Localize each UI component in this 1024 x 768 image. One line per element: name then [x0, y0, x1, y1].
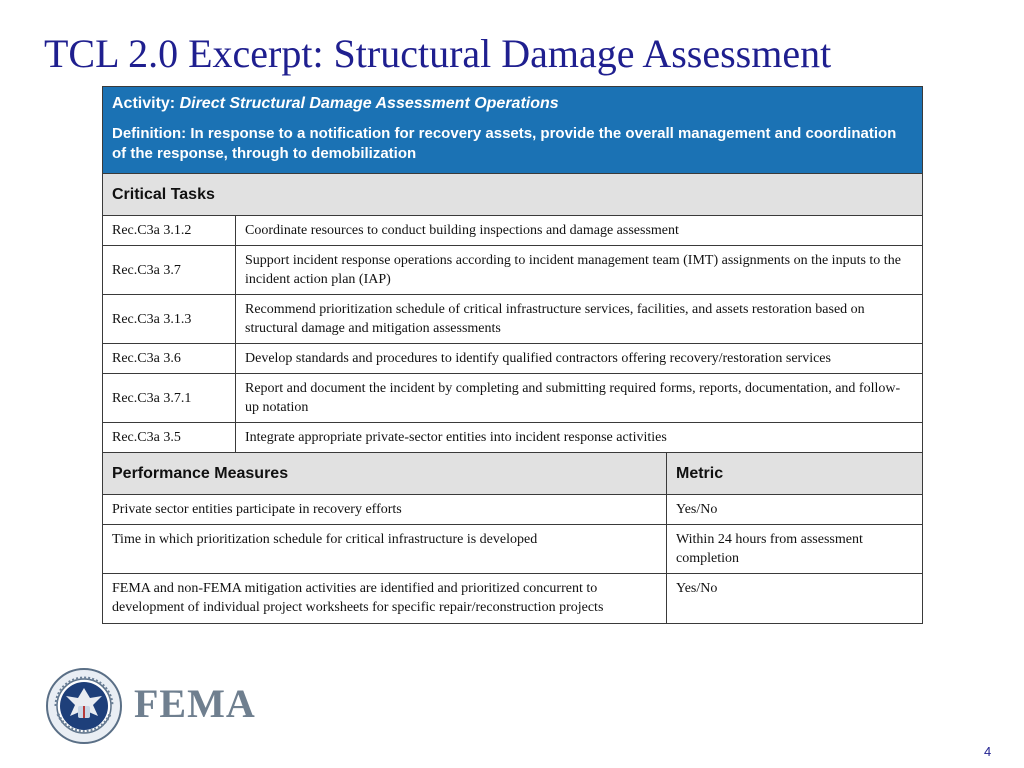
task-row — [103, 423, 923, 453]
measure-text: FEMA and non-FEMA mitigation activities are identified and prioritized concurrent to development of individual project worksheets for specific repair/reconstruction projects — [103, 574, 667, 624]
task-description: Develop standards and procedures to identify qualified contractors offering recovery/restoration services — [236, 344, 923, 374]
task-row — [103, 216, 923, 246]
activity-cell — [103, 87, 923, 174]
measure-row — [103, 525, 923, 574]
activity-label: Activity: — [112, 95, 176, 112]
measure-row — [103, 495, 923, 525]
task-description: Coordinate resources to conduct building inspections and damage assessment — [236, 216, 923, 246]
task-code: Rec.C3a 3.7 — [103, 246, 236, 295]
measure-text: Time in which prioritization schedule for critical infrastructure is developed — [103, 525, 667, 574]
metric-value: Within 24 hours from assessment completion — [667, 525, 923, 574]
task-description: Recommend prioritization schedule of critical infrastructure services, facilities, and assets restoration based on structural damage and mitigation assessments — [236, 295, 923, 344]
task-code: Rec.C3a 3.6 — [103, 344, 236, 374]
task-description: Report and document the incident by completing and submitting required forms, reports, documentation, and follow-up notation — [236, 374, 923, 423]
activity-name: Direct Structural Damage Assessment Operations — [179, 95, 559, 112]
tcl-table-wrapper — [102, 86, 922, 624]
task-row — [103, 295, 923, 344]
tcl-table — [102, 86, 923, 624]
slide-title: TCL 2.0 Excerpt: Structural Damage Assessment — [44, 31, 832, 76]
task-code: Rec.C3a 3.5 — [103, 423, 236, 453]
activity-line — [112, 95, 913, 113]
page-number: 4 — [984, 744, 992, 759]
measure-text: Private sector entities participate in recovery efforts — [103, 495, 667, 525]
metric-value: Yes/No — [667, 574, 923, 624]
activity-definition: Definition: In response to a notification for recovery assets, provide the overall management and coordination of the response, through to demobilization — [112, 125, 897, 162]
task-code: Rec.C3a 3.7.1 — [103, 374, 236, 423]
task-code: Rec.C3a 3.1.2 — [103, 216, 236, 246]
critical-tasks-header-row — [103, 174, 923, 216]
task-row — [103, 246, 923, 295]
task-description: Support incident response operations according to incident management team (IMT) assignments on the inputs to the incident action plan (IAP) — [236, 246, 923, 295]
measure-row — [103, 574, 923, 624]
fema-wordmark: FEMA — [134, 681, 256, 726]
task-description: Integrate appropriate private-sector entities into incident response activities — [236, 423, 923, 453]
performance-measures-header: Performance Measures — [103, 453, 667, 495]
activity-row — [103, 87, 923, 174]
dhs-seal-icon — [46, 668, 122, 744]
performance-header-row — [103, 453, 923, 495]
critical-tasks-header: Critical Tasks — [103, 174, 923, 216]
task-row — [103, 374, 923, 423]
metric-header: Metric — [667, 453, 923, 495]
metric-value: Yes/No — [667, 495, 923, 525]
task-code: Rec.C3a 3.1.3 — [103, 295, 236, 344]
task-row — [103, 344, 923, 374]
